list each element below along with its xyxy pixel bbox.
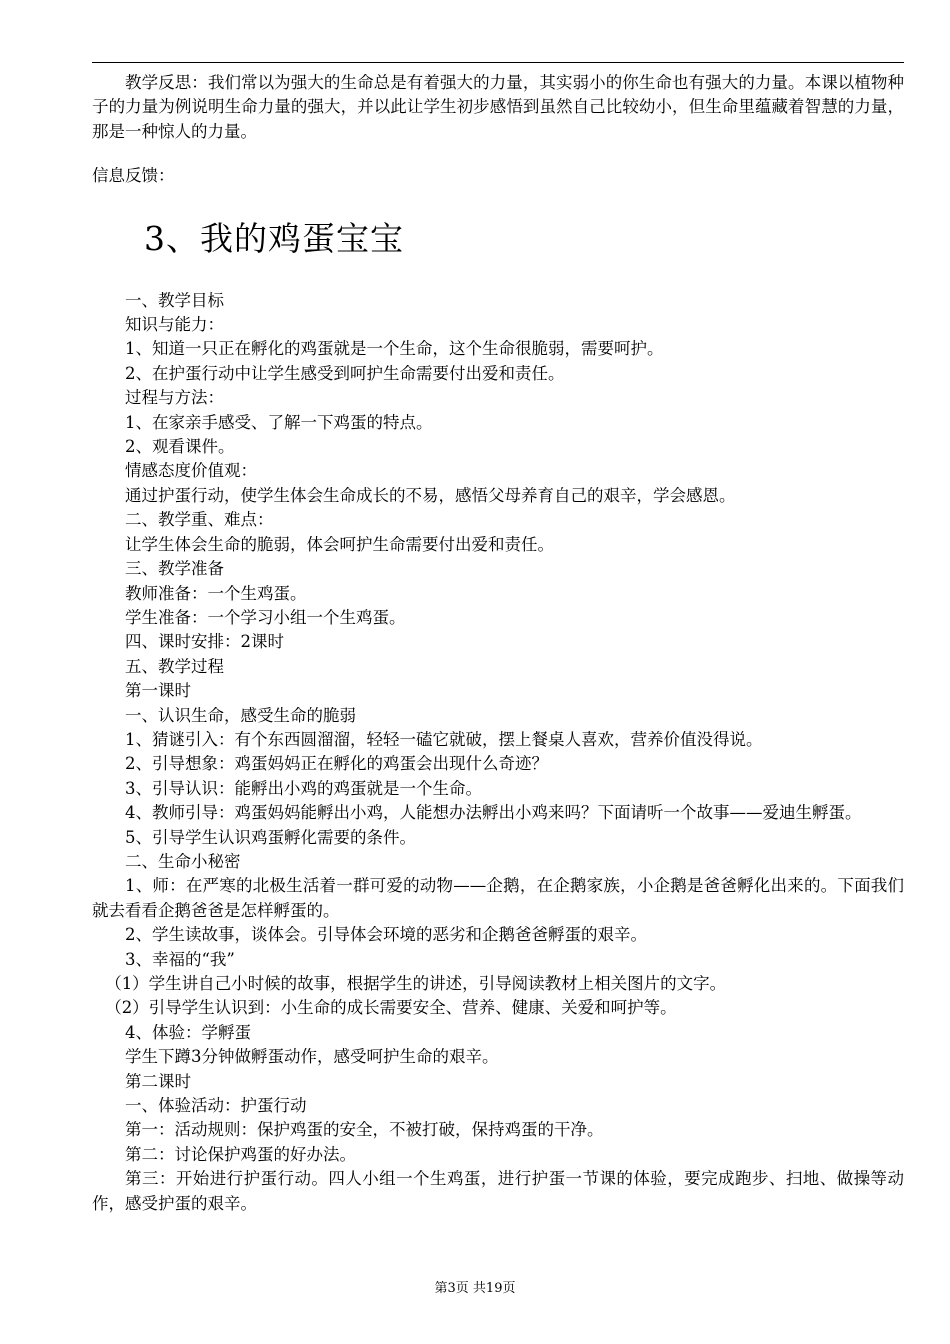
list-item: 5、引导学生认识鸡蛋孵化需要的条件。 xyxy=(125,827,416,847)
heading-objectives: 一、教学目标 xyxy=(125,290,224,310)
heading-preparation: 三、教学准备 xyxy=(125,559,224,579)
list-item: （1）学生讲自己小时候的故事，根据学生的讲述，引导阅读教材上相关图片的文字。 xyxy=(105,974,727,993)
lesson-title: 3、我的鸡蛋宝宝 xyxy=(144,218,404,258)
list-item: 2、引导想象：鸡蛋妈妈正在孵化的鸡蛋会出现什么奇迹？ xyxy=(125,754,548,774)
list-item: 让学生体会生命的脆弱，体会呵护生命需要付出爱和责任。 xyxy=(125,534,554,554)
list-item: 1、知道一只正在孵化的鸡蛋就是一个生命，这个生命很脆弱，需要呵护。 xyxy=(125,339,664,359)
list-item: 通过护蛋行动，使学生体会生命成长的不易，感悟父母养育自己的艰辛，学会感恩。 xyxy=(125,485,736,505)
subheading-part-one: 一、认识生命，感受生命的脆弱 xyxy=(125,705,356,725)
subheading-activity: 一、体验活动：护蛋行动 xyxy=(125,1096,307,1116)
list-item: 第二：讨论保护鸡蛋的好办法。 xyxy=(125,1144,356,1164)
list-item: 2、在护蛋行动中让学生感受到呵护生命需要付出爱和责任。 xyxy=(125,363,565,383)
page-number-footer: 第3页 共19页 xyxy=(434,1281,516,1296)
feedback-label: 信息反馈： xyxy=(92,166,175,186)
heading-schedule: 四、课时安排：2课时 xyxy=(125,632,284,652)
list-item: 4、教师引导：鸡蛋妈妈能孵出小鸡，人能想办法孵出小鸡来吗？下面请听一个故事——爱迪生孵蛋。 xyxy=(125,803,862,823)
subheading-process: 过程与方法： xyxy=(125,388,224,408)
heading-process: 五、教学过程 xyxy=(125,656,224,676)
list-item: 教师准备：一个生鸡蛋。 xyxy=(125,583,307,603)
heading-key-points: 二、教学重、难点： xyxy=(125,510,274,530)
subheading-first-lesson: 第一课时 xyxy=(125,681,191,701)
list-item: 学生准备：一个学习小组一个生鸡蛋。 xyxy=(125,607,406,627)
header-rule xyxy=(92,62,904,63)
list-item: 1、猜谜引入：有个东西圆溜溜，轻轻一磕它就破，摆上餐桌人喜欢，营养价值没得说。 xyxy=(125,729,763,749)
list-item: 2、学生读故事，谈体会。引导体会环境的恶劣和企鹅爸爸孵蛋的艰辛。 xyxy=(125,925,647,945)
list-item: 第三：开始进行护蛋行动。四人小组一个生鸡蛋，进行护蛋一节课的体验，要完成跑步、扫地、做操等动作，感受护蛋的艰辛。 xyxy=(92,1169,904,1213)
subheading-knowledge: 知识与能力： xyxy=(125,315,224,335)
subheading-part-two: 二、生命小秘密 xyxy=(125,851,241,871)
subheading-second-lesson: 第二课时 xyxy=(125,1071,191,1091)
list-item: 1、师：在严寒的北极生活着一群可爱的动物——企鹅，在企鹅家族，小企鹅是爸爸孵化出来的。下面我们就去看看企鹅爸爸是怎样孵蛋的。 xyxy=(92,876,904,920)
list-item: 3、引导认识：能孵出小鸡的鸡蛋就是一个生命。 xyxy=(125,778,482,798)
lesson-plan xyxy=(92,289,904,1216)
list-item: 学生下蹲3分钟做孵蛋动作，感受呵护生命的艰辛。 xyxy=(125,1047,499,1067)
reflection-paragraph: 教学反思：我们常以为强大的生命总是有着强大的力量，其实弱小的你生命也有强大的力量。本课以植物种子的力量为例说明生命力量的强大，并以此让学生初步感悟到虽然自己比较幼小，但生命里蕴藏着智慧的力量，那是一种惊人的力量。 xyxy=(92,73,904,141)
list-item: （2）引导学生认识到：小生命的成长需要安全、营养、健康、关爱和呵护等。 xyxy=(105,998,677,1018)
list-item: 3、幸福的“我” xyxy=(125,949,235,969)
subheading-values: 情感态度价值观： xyxy=(125,461,257,481)
document-body xyxy=(92,71,904,1216)
list-item: 4、体验：学孵蛋 xyxy=(125,1022,251,1042)
list-item: 第一：活动规则：保护鸡蛋的安全，不被打破，保持鸡蛋的干净。 xyxy=(125,1120,604,1140)
list-item: 2、观看课件。 xyxy=(125,437,235,457)
list-item: 1、在家亲手感受、了解一下鸡蛋的特点。 xyxy=(125,412,433,432)
